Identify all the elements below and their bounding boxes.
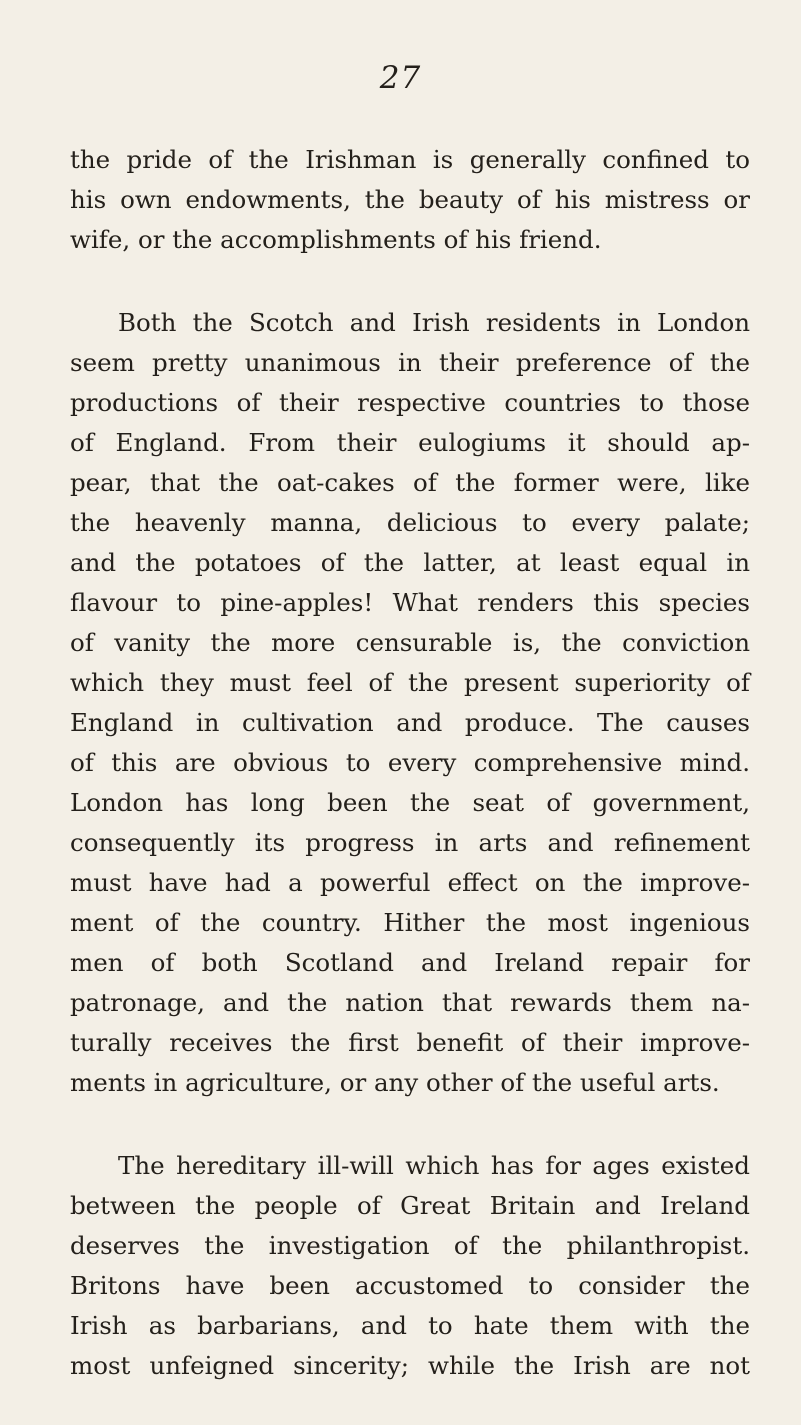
paragraph-1 (70, 140, 750, 260)
text-line: Irish as barbarians, and to hate them with the (70, 1311, 750, 1340)
text-line: wife, or the accomplishments of his friend. (70, 225, 602, 254)
text-line: ments in agriculture, or any other of the useful arts. (70, 1068, 720, 1097)
text-line: most unfeigned sincerity; while the Irish are not (70, 1351, 750, 1380)
text-line: must have had a powerful effect on the improve- (70, 868, 750, 897)
text-line: flavour to pine-apples! What renders this species (70, 588, 750, 617)
text-line: his own endowments, the beauty of his mistress or (70, 185, 750, 214)
text-line: productions of their respective countries to those (70, 388, 750, 417)
text-line: and the potatoes of the latter, at least equal in (70, 548, 750, 577)
text-line: between the people of Great Britain and Ireland (70, 1191, 750, 1220)
text-line: seem pretty unanimous in their preference of the (70, 348, 750, 377)
text-line: of vanity the more censurable is, the conviction (70, 628, 750, 657)
text-line: of England. From their eulogiums it should ap- (70, 428, 750, 457)
text-line: men of both Scotland and Ireland repair for (70, 948, 750, 977)
paragraph-gap (70, 1103, 750, 1146)
text-line: England in cultivation and produce. The causes (70, 708, 750, 737)
text-line: Both the Scotch and Irish residents in London (118, 308, 750, 337)
paragraph-3 (70, 1146, 750, 1386)
page-number: 27 (379, 60, 422, 96)
text-line: turally receives the first benefit of their improve- (70, 1028, 750, 1057)
text-line: deserves the investigation of the philanthropist. (70, 1231, 750, 1260)
body-text (70, 140, 750, 1386)
text-line: pear, that the oat-cakes of the former were, like (70, 468, 750, 497)
text-line: London has long been the seat of government, (70, 788, 750, 817)
text-line: which they must feel of the present superiority of (70, 668, 750, 697)
text-line: consequently its progress in arts and refinement (70, 828, 750, 857)
text-line: Britons have been accustomed to consider the (70, 1271, 750, 1300)
text-line: of this are obvious to every comprehensive mind. (70, 748, 750, 777)
paragraph-2 (70, 303, 750, 1103)
text-line: ment of the country. Hither the most ingenious (70, 908, 750, 937)
text-line: patronage, and the nation that rewards them na- (70, 988, 750, 1017)
paragraph-gap (70, 260, 750, 303)
text-line: The hereditary ill-will which has for ages existed (118, 1151, 750, 1180)
text-line: the heavenly manna, delicious to every palate; (70, 508, 750, 537)
text-line: the pride of the Irishman is generally confined to (70, 145, 750, 174)
